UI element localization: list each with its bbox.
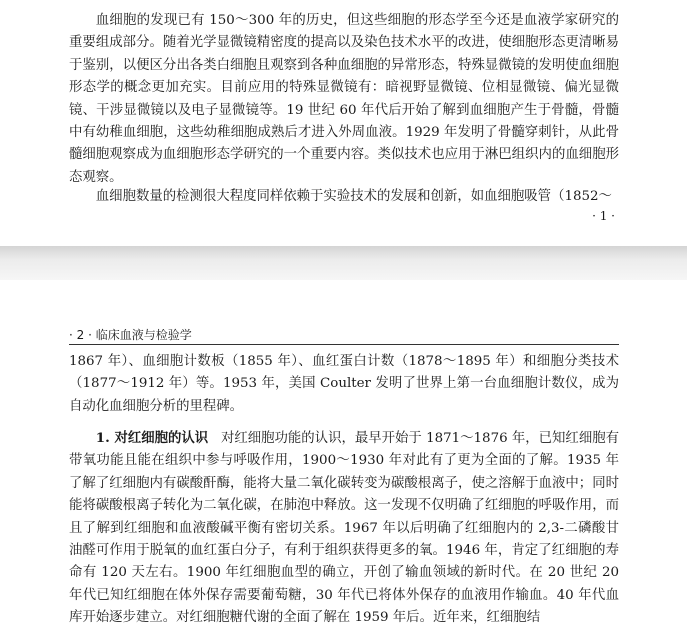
header-rule xyxy=(69,344,619,345)
paragraph-red-cell-knowledge xyxy=(69,427,619,630)
document-page-1 xyxy=(0,0,687,246)
paragraph-counting-history: 1867 年）、血细胞计数板（1855 年）、血红蛋白计数（1878～1895 年）和细胞分类技术（1877～1912 年）等。1953 年，美国 Coulter 发明了世界上第一台血细胞计数仪，成为自动化血细胞分析的里程碑。 xyxy=(69,354,619,414)
running-header: · 2 · 临床血液与检验学 xyxy=(69,328,192,342)
section-title: 1. 对红细胞的认识 xyxy=(95,430,209,446)
paragraph-blood-cell-morphology: 血细胞的发现已有 150～300 年的历史，但这些细胞的形态学至今还是血液学家研究的重要组成部分。随着光学显微镜精密度的提高以及染色技术水平的改进，使细胞形态更清晰易于鉴别，以便区分出各类白细胞且观察到各种血细胞的异常形态，特殊显微镜的发明使血细胞形态学的概念更加充实。目前应用的特殊显微镜有：暗视野显微镜、位相显微镜、偏光显微镜、干涉显微镜以及电子显微镜等。19 世纪 60 年代后开始了解到血细胞产生于骨髓，骨髓中有幼稚血细胞，这些幼稚细胞成熟后才进入外周血液。1929 年发明了骨髓穿刺针，从此骨髓细胞观察成为血细胞形态学研究的一个重要内容。类似技术也应用于淋巴组织内的血细胞形态观察。 xyxy=(69,13,619,185)
page-separator xyxy=(0,246,687,280)
paragraph-blood-cell-counting: 血细胞数量的检测很大程度同样依赖于实验技术的发展和创新，如血细胞吸管（1852～ xyxy=(95,189,612,204)
page-number: · 1 · xyxy=(592,209,615,223)
document-page-2 xyxy=(0,280,687,626)
section-body: 对红细胞功能的认识，最早开始于 1871～1876 年，已知红细胞有带氧功能且能在组织中参与呼吸作用，1900～1930 年对此有了更为全面的了解。1935 年了解了红细胞内有碳酸酐酶，能将大量二氧化碳转变为碳酸根离子，使之溶解于血液中；同时能将碳酸根离子转化为二氧化碳，在肺泡中释放。这一发现不仅明确了红细胞的呼吸作用，而且了解到红细胞和血液酸碱平衡有密切关系。1967 年以后明确了红细胞内的 2,3-二磷酸甘油醛可作用于脱氧的血红蛋白分子，有利于组织获得更多的氧。1946 年，肯定了红细胞的寿命有 120 天左右。1900 年红细胞血型的确立，开创了输血领域的新时代。在 20 世纪 20 年代已知红细胞在体外保存需要葡萄糖，30 年代已将体外保存的血液用作输血。40 年代血库开始逐步建立。对红细胞糖代谢的全面了解在 1959 年后。近年来，红细胞结 xyxy=(69,431,619,626)
